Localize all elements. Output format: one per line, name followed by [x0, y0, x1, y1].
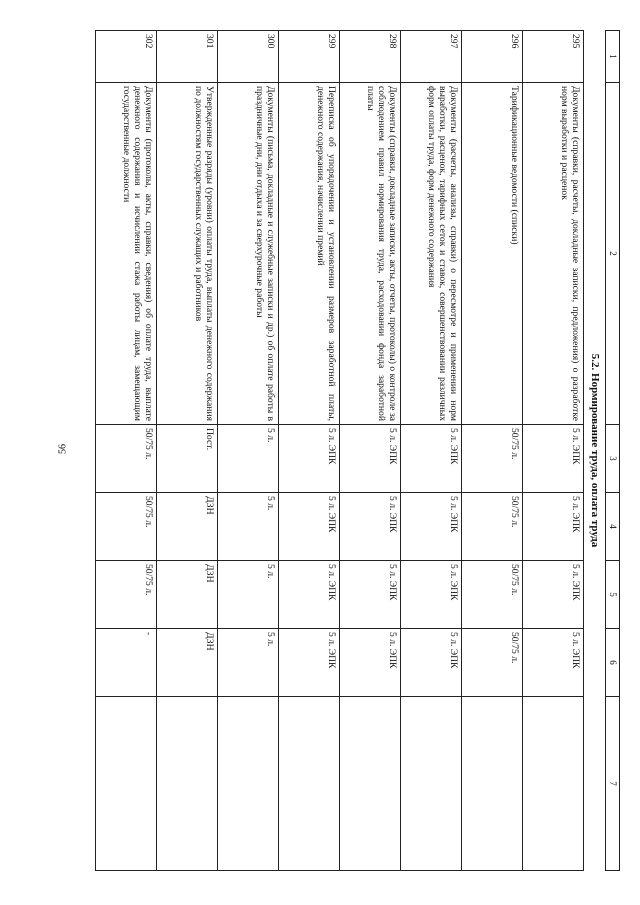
retention-col4-cell: 5 л. ЭПК [340, 493, 401, 561]
retention-col6-cell: - [96, 629, 157, 697]
column-header: 3 [606, 425, 620, 493]
section-title: 5.2. Нормирование труда, оплата труда [584, 31, 606, 871]
retention-col6-cell: ДЗН [157, 629, 218, 697]
table-row [523, 31, 584, 871]
retention-col4-cell: ДЗН [157, 493, 218, 561]
note-cell [340, 697, 401, 871]
retention-col6-cell: 5 л. [218, 629, 279, 697]
retention-col3-cell: 50/75 л. [462, 425, 523, 493]
retention-col5-cell: 5 л. ЭПК [401, 561, 462, 629]
retention-col6-cell: 5 л. ЭПК [279, 629, 340, 697]
column-header: 1 [606, 31, 620, 83]
records-table [95, 30, 620, 871]
record-description-cell: Документы (справки, докладные записки, акты, отчеты, протоколы) о контроле за соблюдением правил нормирования труда, расходовании фонда заработной платы [340, 83, 401, 425]
record-number-cell: 299 [279, 31, 340, 83]
column-header: 2 [606, 83, 620, 425]
retention-col6-cell: 5 л. ЭПК [340, 629, 401, 697]
table-row [157, 31, 218, 871]
record-description-cell: Документы (письма, докладные и служебные записки и др.) об оплате работы в праздничные дни, дни отдыха и за сверхурочные работы [218, 83, 279, 425]
record-number-cell: 295 [523, 31, 584, 83]
record-number-cell: 302 [96, 31, 157, 83]
retention-col4-cell: 5 л. ЭПК [279, 493, 340, 561]
record-description-cell: Документы (протоколы, акты, справки, сведения) об оплате труда, выплате денежного содержания и исчислении стажа работы лицам, замещающим государственные должности [96, 83, 157, 425]
note-cell [462, 697, 523, 871]
retention-col6-cell: 50/75 л. [462, 629, 523, 697]
table-row [340, 31, 401, 871]
record-number-cell: 298 [340, 31, 401, 83]
retention-col4-cell: 50/75 л. [462, 493, 523, 561]
record-description-cell: Документы (справки, расчеты, докладные записки, предложения) о разработке норм выработки и расценок [523, 83, 584, 425]
rotated-page-content [110, 30, 620, 870]
retention-col4-cell: 5 л. ЭПК [523, 493, 584, 561]
retention-col3-cell: 50/75 л. [96, 425, 157, 493]
section-row [584, 31, 606, 871]
record-description-cell: Переписка об упорядочении и установлении размеров заработной платы, денежного содержания, начислении премий [279, 83, 340, 425]
retention-col5-cell: ДЗН [157, 561, 218, 629]
retention-col6-cell: 5 л. ЭПК [523, 629, 584, 697]
table-row [279, 31, 340, 871]
retention-col4-cell: 5 л. ЭПК [401, 493, 462, 561]
header-row [606, 31, 620, 871]
retention-col3-cell: 5 л. ЭПК [279, 425, 340, 493]
record-number-cell: 301 [157, 31, 218, 83]
record-description-cell: Документы (расчеты, анализы, справки) о пересмотре и применении норм выработки, расценок, тарифных сеток и ставок, совершенствовании различных форм оплаты труда, форм денежного содержания [401, 83, 462, 425]
note-cell [96, 697, 157, 871]
retention-col6-cell: 5 л. ЭПК [401, 629, 462, 697]
record-number-cell: 296 [462, 31, 523, 83]
retention-col5-cell: 50/75 л. [462, 561, 523, 629]
retention-col5-cell: 5 л. ЭПК [340, 561, 401, 629]
note-cell [218, 697, 279, 871]
record-number-cell: 297 [401, 31, 462, 83]
retention-col3-cell: 5 л. ЭПК [523, 425, 584, 493]
retention-col5-cell: 5 л. ЭПК [523, 561, 584, 629]
column-header: 4 [606, 493, 620, 561]
retention-col3-cell: 5 л. [218, 425, 279, 493]
retention-col5-cell: 5 л. ЭПК [279, 561, 340, 629]
table-row [462, 31, 523, 871]
page-number: 56 [57, 444, 69, 454]
retention-col3-cell: 5 л. ЭПК [401, 425, 462, 493]
record-number-cell: 300 [218, 31, 279, 83]
retention-col3-cell: Пост. [157, 425, 218, 493]
column-header: 6 [606, 629, 620, 697]
note-cell [523, 697, 584, 871]
record-description-cell: Тарификационные ведомости (списки) [462, 83, 523, 425]
column-header: 7 [606, 697, 620, 871]
record-description-cell: Утвержденные разряды (уровни) оплаты труда, выплаты денежного содержания по должностям государственных служащих и работников [157, 83, 218, 425]
retention-col3-cell: 5 л. ЭПК [340, 425, 401, 493]
retention-col4-cell: 50/75 л. [96, 493, 157, 561]
note-cell [401, 697, 462, 871]
note-cell [157, 697, 218, 871]
table-row [218, 31, 279, 871]
column-header: 5 [606, 561, 620, 629]
table-row [401, 31, 462, 871]
table-row [96, 31, 157, 871]
retention-col4-cell: 5 л. [218, 493, 279, 561]
retention-col5-cell: 50/75 л. [96, 561, 157, 629]
retention-col5-cell: 5 л. [218, 561, 279, 629]
note-cell [279, 697, 340, 871]
